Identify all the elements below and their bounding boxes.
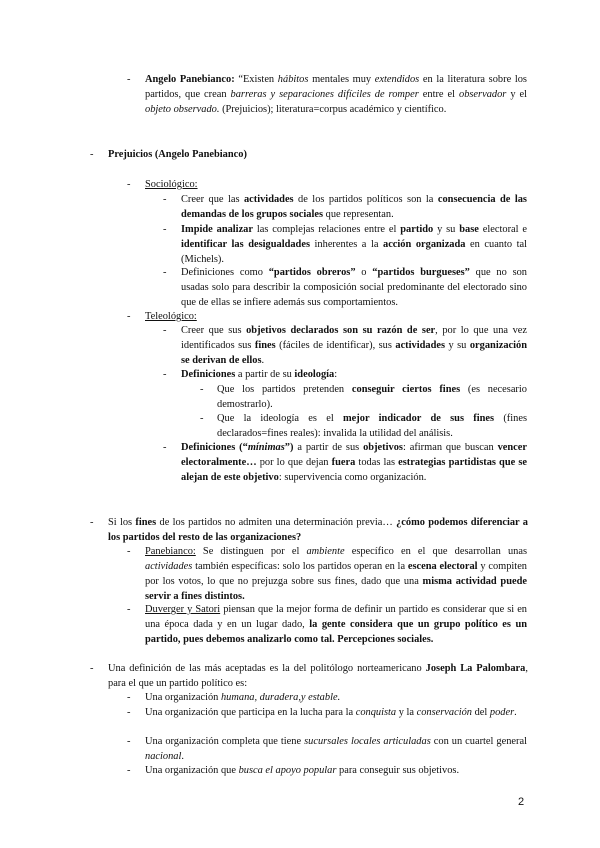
- teleologico-item-1: Creer que sus objetivos declarados son su razón de ser, por lo que una vez identificados sus fines (fáciles de identificar), sus actividades y su organización se derivan de ellos.: [181, 325, 527, 366]
- bullet-dash: -: [90, 663, 94, 674]
- bullet-dash: -: [163, 325, 167, 336]
- bullet-dash: -: [127, 707, 131, 718]
- bullet-dash: -: [90, 149, 94, 160]
- bullet-dash: -: [163, 369, 167, 380]
- page-number: 2: [518, 796, 525, 808]
- bullet-dash: -: [163, 442, 167, 453]
- bullet-dash: -: [200, 384, 204, 395]
- sociologico-label: Sociológico:: [145, 179, 198, 190]
- bullet-dash: -: [127, 604, 131, 615]
- fines-question-paragraph: Si los fines de los partidos no admiten una determinación previa… ¿cómo podemos diferenciar a los partidos del resto de las organizaciones?: [108, 517, 528, 543]
- bullet-dash: -: [127, 546, 131, 557]
- bullet-dash: -: [90, 517, 94, 528]
- lapalombara-item-3: Una organización completa que tiene sucursales locales articuladas con un cuartel general nacional.: [145, 736, 528, 762]
- prejuicios-heading: Prejuicios (Angelo Panebianco): [108, 149, 247, 160]
- lapalombara-item-1: Una organización humana, duradera,y estable.: [145, 692, 341, 703]
- bullet-dash: -: [127, 179, 131, 190]
- panebianco-quote-paragraph: Angelo Panebianco: “Existen hábitos mentales muy extendidos en la literatura sobre los partidos, que crean barreras y separaciones difíciles de romper entre el observador y el objeto observado. (Prejuicios); literatura=corpus académico y científico.: [145, 74, 528, 115]
- duverger-satori-answer: Duverger y Satori piensan que la mejor forma de definir un partido es considerar que si en una época dada y en un lugar dado, la gente considera que un grupo político es un partido, pues debemos analizarlo como tal. Percepciones sociales.: [145, 604, 527, 645]
- bullet-dash: -: [127, 692, 131, 703]
- bullet-dash: -: [127, 311, 131, 322]
- lapalombara-item-4: Una organización que busca el apoyo popular para conseguir sus objetivos.: [145, 765, 460, 776]
- bullet-dash: -: [127, 765, 131, 776]
- bullet-dash: -: [127, 736, 131, 747]
- bullet-dash: -: [200, 413, 204, 424]
- bullet-dash: -: [163, 194, 167, 205]
- teleologico-subitem-1: Que los partidos pretenden conseguir ciertos fines (es necesario demostrarlo).: [217, 384, 527, 410]
- teleologico-label: Teleológico:: [145, 311, 197, 322]
- panebianco-answer: Panebianco: Se distinguen por el ambiente específico en el que desarrollan unas actividades también específicas: solo los partidos operan en la escena electoral y compiten por los votos, lo que no prejuzga sobre sus fines, dado que una misma actividad puede servir a fines distintos.: [145, 546, 527, 602]
- bullet-dash: -: [163, 224, 167, 235]
- sociologico-item-2: Impide analizar las complejas relaciones entre el partido y su base electoral e identificar las desigualdades inherentes a la acción organizada en cuanto tal (Michels).: [181, 224, 528, 265]
- lapalombara-intro: Una definición de las más aceptadas es la del politólogo norteamericano Joseph La Palombara, para el que un partido político es:: [108, 663, 528, 689]
- teleologico-item-2: Definiciones a partir de su ideología:: [181, 369, 338, 380]
- teleologico-subitem-2: Que la ideología es el mejor indicador de sus fines (fines declarados=fines reales): invalida la utilidad del análisis.: [217, 413, 527, 439]
- sociologico-item-1: Creer que las actividades de los partidos políticos son la consecuencia de las demandas de los grupos sociales que representan.: [181, 194, 527, 220]
- teleologico-item-3: Definiciones (“mínimas”) a partir de sus objetivos: afirman que buscan vencer electoralmente… por lo que dejan fuera todas las estrategias partidistas que se alejan de este objetivo: supervivencia como organización.: [181, 442, 527, 483]
- bullet-dash: -: [127, 74, 131, 85]
- lapalombara-item-2: Una organización que participa en la lucha para la conquista y la conservación del poder.: [145, 707, 517, 718]
- sociologico-item-3: Definiciones como “partidos obreros” o “partidos burgueses” que no son usadas solo para describir la composición social predominante del electorado sino que de ellas se infiere además sus comportamientos.: [181, 267, 528, 308]
- bullet-dash: -: [163, 267, 167, 278]
